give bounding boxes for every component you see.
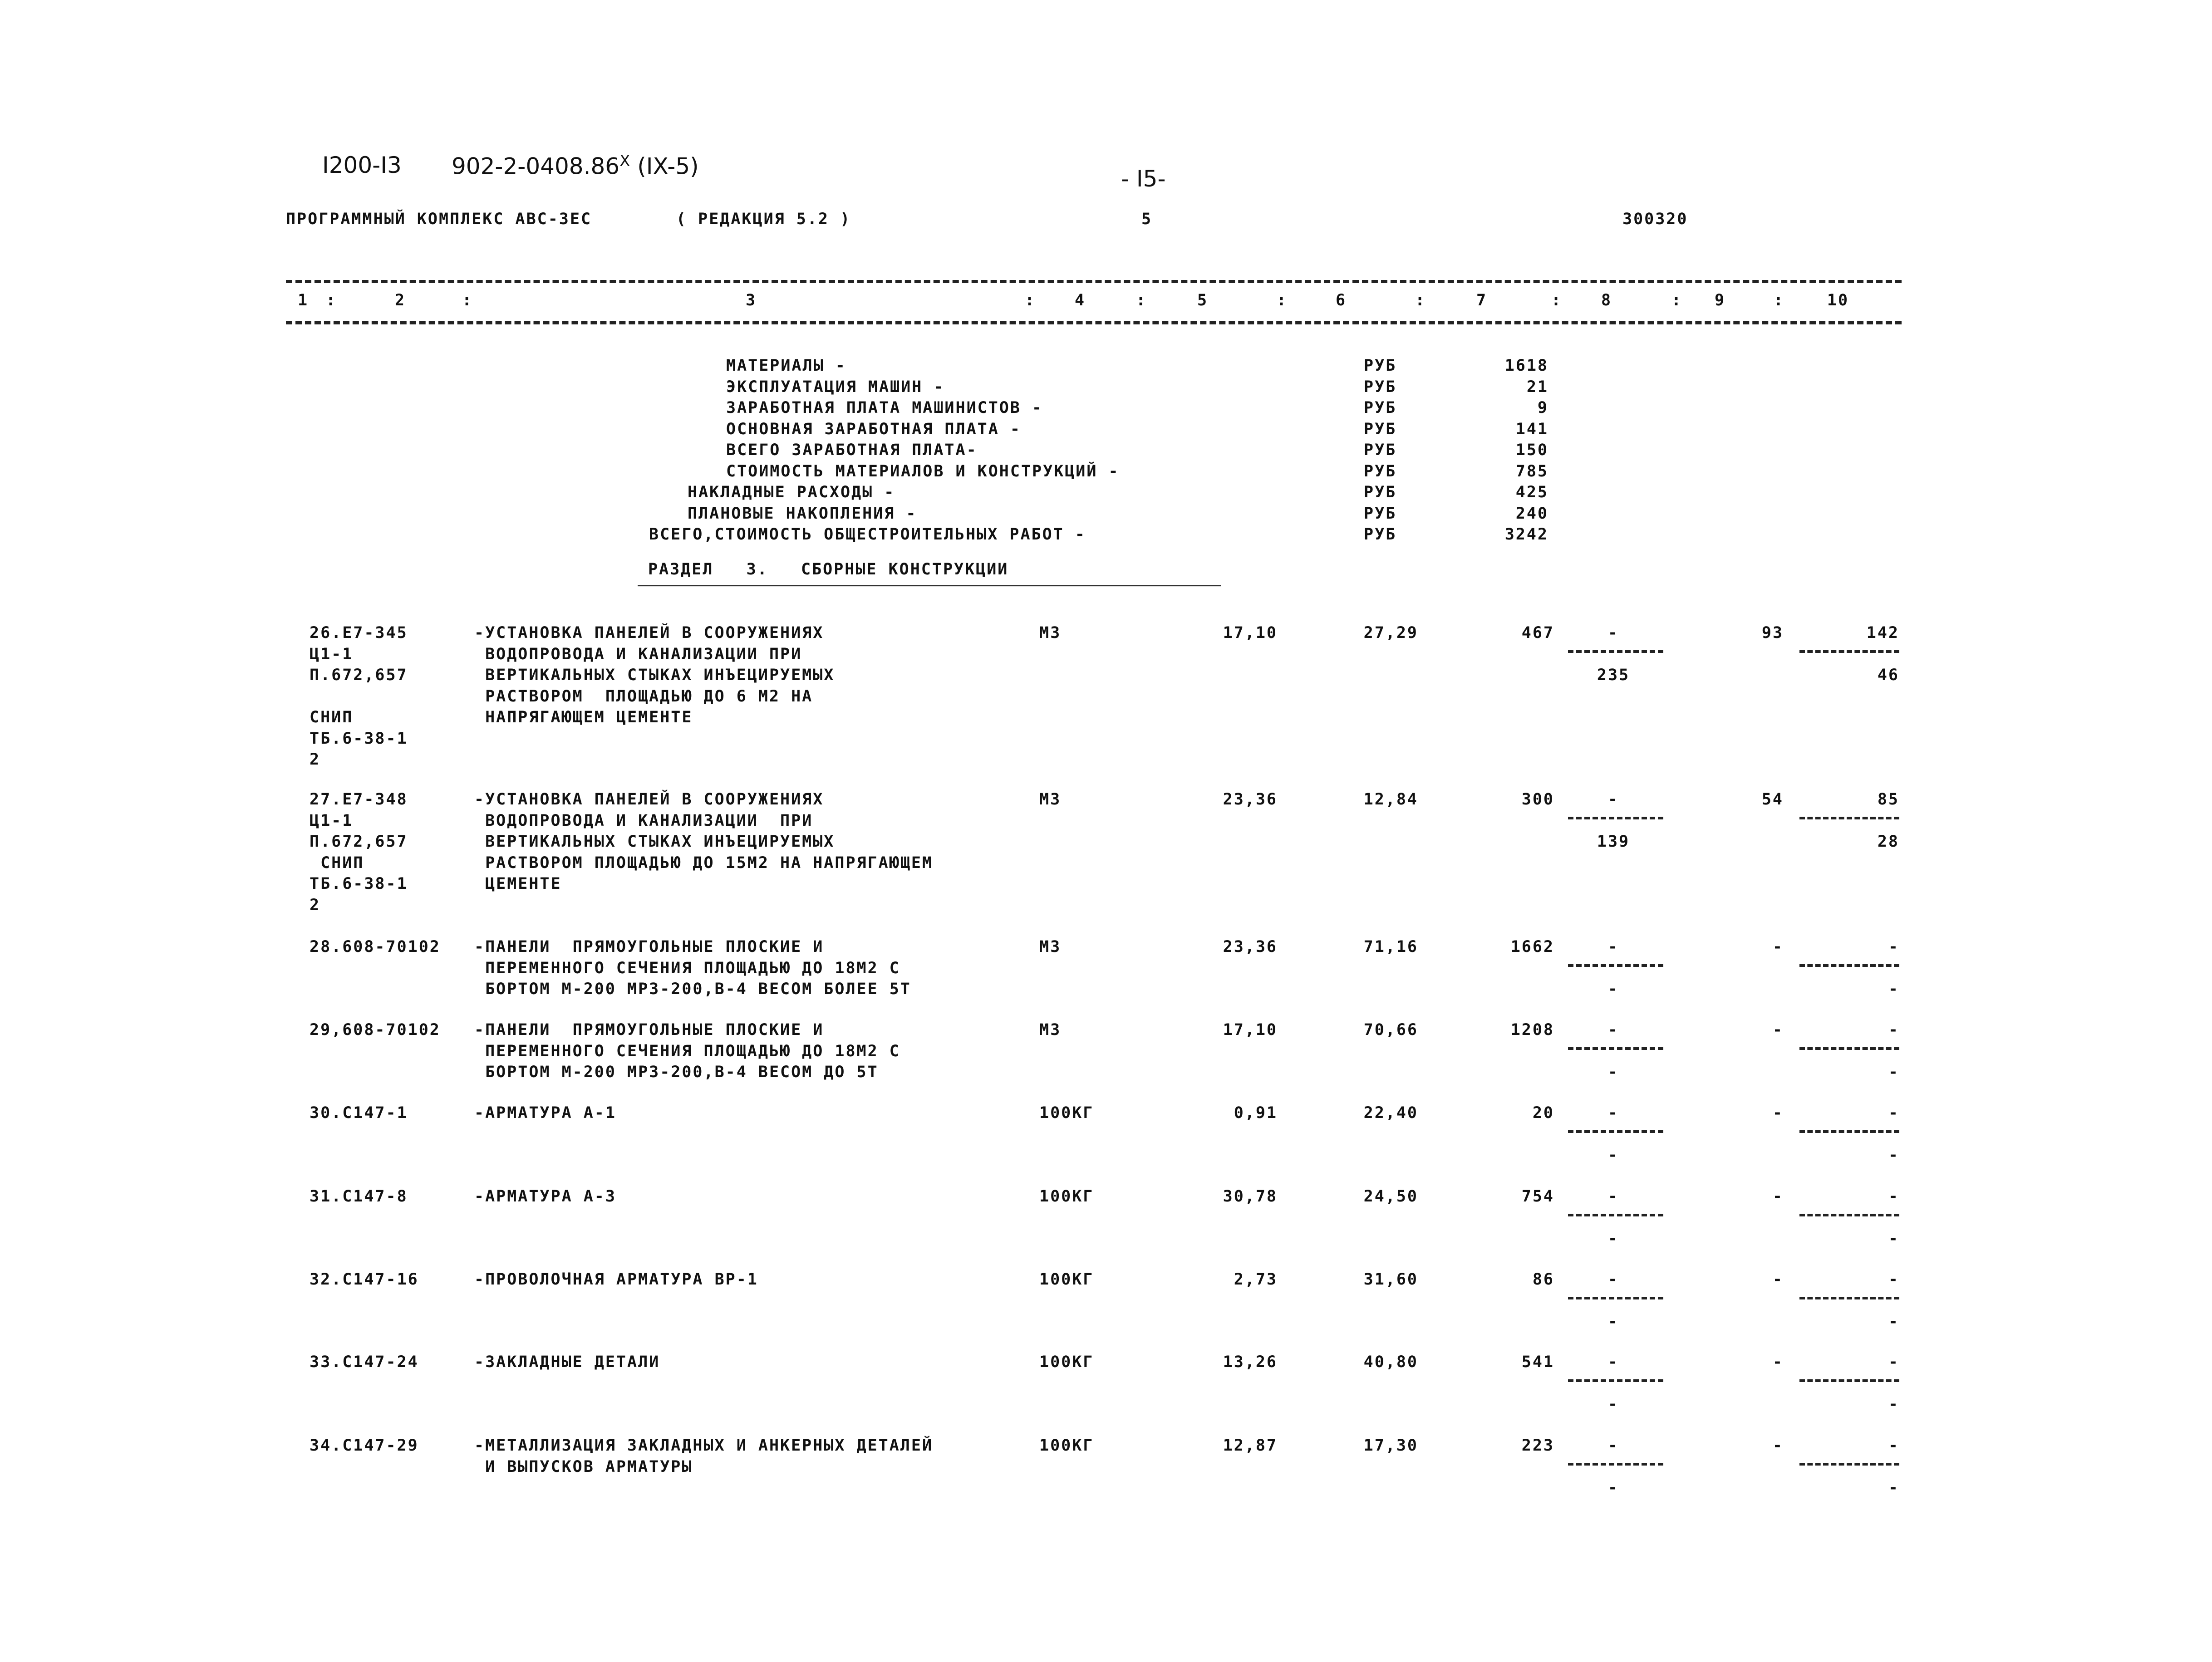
row-unit: М3 [1039, 624, 1062, 642]
row-col8-top: - [1607, 790, 1619, 809]
row-col8-divider [1568, 1297, 1663, 1299]
row-total: 754 [1521, 1187, 1554, 1206]
doc-code-sup: X [619, 152, 630, 170]
row-col10-divider [1799, 1214, 1899, 1216]
column-header-4: 4 [1074, 291, 1086, 309]
summary-unit: РУБ [1364, 378, 1397, 396]
row-unit-price: 70,66 [1363, 1021, 1418, 1039]
row-col8-bottom: - [1607, 1063, 1619, 1081]
row-col10-divider [1799, 1297, 1899, 1299]
row-description: ВОДОПРОВОДА И КАНАЛИЗАЦИИ ПРИ [474, 811, 813, 830]
row-col9: - [1772, 1353, 1784, 1371]
row-code: 2 [310, 896, 321, 914]
section-title: РАЗДЕЛ 3. СБОРНЫЕ КОНСТРУКЦИИ [648, 560, 1009, 579]
column-header-10: 10 [1827, 291, 1849, 309]
row-col8-bottom: - [1607, 980, 1619, 998]
row-col10-bottom: - [1888, 1063, 1899, 1081]
row-description: -УСТАНОВКА ПАНЕЛЕЙ В СООРУЖЕНИЯХ [474, 790, 824, 809]
row-description: -АРМАТУРА А-1 [474, 1104, 616, 1122]
row-col8-bottom: - [1607, 1479, 1619, 1497]
row-col8-top: - [1607, 1436, 1619, 1455]
row-description: -ЗАКЛАДНЫЕ ДЕТАЛИ [474, 1353, 660, 1371]
row-unit-price: 24,50 [1363, 1187, 1418, 1206]
row-col10-top: - [1888, 1353, 1899, 1371]
row-col10-divider [1799, 964, 1899, 967]
row-unit: М3 [1039, 790, 1062, 809]
section-underline [638, 585, 1221, 587]
program-edition: ( РЕДАКЦИЯ 5.2 ) [676, 210, 851, 228]
row-code: СНИП [310, 708, 354, 726]
row-col8-top: - [1607, 938, 1619, 956]
row-col9: - [1772, 1270, 1784, 1289]
summary-label: ВСЕГО ЗАРАБОТНАЯ ПЛАТА- [726, 441, 978, 459]
row-total: 300 [1521, 790, 1554, 809]
row-unit: 100КГ [1039, 1270, 1094, 1289]
summary-value: 141 [1515, 420, 1548, 438]
program-num: 5 [1141, 210, 1153, 228]
row-description: -ПАНЕЛИ ПРЯМОУГОЛЬНЫЕ ПЛОСКИЕ И [474, 1021, 824, 1039]
header-rule-top [286, 280, 1902, 283]
row-unit-price: 12,84 [1363, 790, 1418, 809]
row-col8-bottom: 139 [1597, 833, 1630, 851]
row-unit: М3 [1039, 938, 1062, 956]
row-unit: М3 [1039, 1021, 1062, 1039]
row-unit: 100КГ [1039, 1187, 1094, 1206]
row-code: П.672,657 [310, 833, 408, 851]
row-code: 28.608-70102 [310, 938, 441, 956]
row-col9: 54 [1761, 790, 1784, 809]
column-separator: : [1276, 291, 1288, 309]
row-col9: - [1772, 1104, 1784, 1122]
row-col8-top: - [1607, 1021, 1619, 1039]
row-quantity: 2,73 [1234, 1270, 1278, 1289]
column-separator: : [325, 291, 337, 309]
summary-label: ВСЕГО,СТОИМОСТЬ ОБЩЕСТРОИТЕЛЬНЫХ РАБОТ - [649, 525, 1086, 544]
row-col8-top: - [1607, 1187, 1619, 1206]
row-code: П.672,657 [310, 666, 408, 684]
row-code: 27.Е7-348 [310, 790, 408, 809]
row-quantity: 17,10 [1223, 1021, 1278, 1039]
summary-value: 240 [1515, 504, 1548, 523]
row-col10-bottom: - [1888, 1313, 1899, 1331]
row-col10-top: - [1888, 1270, 1899, 1289]
row-col8-divider [1568, 1379, 1663, 1382]
row-quantity: 17,10 [1223, 624, 1278, 642]
row-col8-divider [1568, 1047, 1663, 1050]
row-col8-bottom: - [1607, 1230, 1619, 1248]
column-separator: : [1773, 291, 1785, 309]
row-quantity: 23,36 [1223, 938, 1278, 956]
row-unit: 100КГ [1039, 1353, 1094, 1371]
row-code: 2 [310, 750, 321, 769]
row-col8-bottom: - [1607, 1146, 1619, 1164]
row-col9: - [1772, 1436, 1784, 1455]
row-code: 26.Е7-345 [310, 624, 408, 642]
row-description: ВЕРТИКАЛЬНЫХ СТЫКАХ ИНЪЕЦИРУЕМЫХ [474, 666, 835, 684]
row-code: 31.С147-8 [310, 1187, 408, 1206]
row-col10-top: - [1888, 1021, 1899, 1039]
summary-unit: РУБ [1364, 483, 1397, 501]
row-col8-top: - [1607, 1104, 1619, 1122]
column-header-2: 2 [394, 291, 406, 309]
row-col10-divider [1799, 650, 1899, 653]
row-total: 1208 [1510, 1021, 1554, 1039]
summary-value: 21 [1526, 378, 1548, 396]
column-separator: : [1135, 291, 1147, 309]
summary-label: СТОИМОСТЬ МАТЕРИАЛОВ И КОНСТРУКЦИЙ - [726, 462, 1120, 480]
row-col10-bottom: - [1888, 1146, 1899, 1164]
row-unit-price: 17,30 [1363, 1436, 1418, 1455]
row-col10-top: 142 [1866, 624, 1899, 642]
column-header-8: 8 [1601, 291, 1612, 309]
row-code: Ц1-1 [310, 645, 354, 663]
summary-value: 150 [1515, 441, 1548, 459]
summary-unit: РУБ [1364, 525, 1397, 544]
row-col10-bottom: - [1888, 1395, 1899, 1413]
row-code: 29,608-70102 [310, 1021, 441, 1039]
row-col8-bottom: 235 [1597, 666, 1630, 684]
row-code: 34.С147-29 [310, 1436, 419, 1455]
row-code: ТБ.6-38-1 [310, 729, 408, 748]
row-description: -АРМАТУРА А-3 [474, 1187, 616, 1206]
row-description: ВЕРТИКАЛЬНЫХ СТЫКАХ ИНЪЕЦИРУЕМЫХ [474, 833, 835, 851]
summary-unit: РУБ [1364, 399, 1397, 417]
header-rule-bottom [286, 321, 1902, 324]
row-quantity: 23,36 [1223, 790, 1278, 809]
row-total: 223 [1521, 1436, 1554, 1455]
row-col8-divider [1568, 817, 1663, 819]
doc-id: I200-I3 [322, 152, 402, 178]
row-description: НАПРЯГАЮЩЕМ ЦЕМЕНТЕ [474, 708, 693, 726]
row-unit-price: 31,60 [1363, 1270, 1418, 1289]
row-quantity: 30,78 [1223, 1187, 1278, 1206]
row-col9: 93 [1761, 624, 1784, 642]
summary-label: НАКЛАДНЫЕ РАСХОДЫ - [688, 483, 895, 501]
row-col10-divider [1799, 817, 1899, 819]
row-unit: 100КГ [1039, 1436, 1094, 1455]
row-unit-price: 22,40 [1363, 1104, 1418, 1122]
summary-unit: РУБ [1364, 441, 1397, 459]
row-col9: - [1772, 1021, 1784, 1039]
doc-code-suffix: (IX-5) [630, 153, 699, 180]
summary-value: 1618 [1504, 357, 1548, 375]
row-col8-divider [1568, 1463, 1663, 1466]
row-col8-bottom: - [1607, 1395, 1619, 1413]
column-separator: : [1024, 291, 1036, 309]
summary-value: 3242 [1504, 525, 1548, 544]
row-unit-price: 27,29 [1363, 624, 1418, 642]
summary-value: 785 [1515, 462, 1548, 480]
column-header-7: 7 [1476, 291, 1488, 309]
row-col10-bottom: 46 [1877, 666, 1899, 684]
summary-unit: РУБ [1364, 357, 1397, 375]
row-description: БОРТОМ М-200 МРЗ-200,В-4 ВЕСОМ БОЛЕЕ 5Т [474, 980, 911, 998]
row-description: ВОДОПРОВОДА И КАНАЛИЗАЦИИ ПРИ [474, 645, 802, 663]
row-col10-bottom: - [1888, 1479, 1899, 1497]
row-description: ЦЕМЕНТЕ [474, 875, 562, 893]
row-code: Ц1-1 [310, 811, 354, 830]
summary-label: ОСНОВНАЯ ЗАРАБОТНАЯ ПЛАТА - [726, 420, 1021, 438]
row-col10-divider [1799, 1379, 1899, 1382]
row-col10-top: - [1888, 1104, 1899, 1122]
row-col9: - [1772, 1187, 1784, 1206]
row-col8-divider [1568, 650, 1663, 653]
row-col8-top: - [1607, 1353, 1619, 1371]
row-description: БОРТОМ М-200 МРЗ-200,В-4 ВЕСОМ ДО 5Т [474, 1063, 879, 1081]
row-unit-price: 71,16 [1363, 938, 1418, 956]
row-col10-divider [1799, 1463, 1899, 1466]
row-description: ПЕРЕМЕННОГО СЕЧЕНИЯ ПЛОЩАДЬЮ ДО 18М2 С [474, 1042, 900, 1060]
summary-value: 9 [1537, 399, 1548, 417]
row-col8-bottom: - [1607, 1313, 1619, 1331]
doc-code [452, 152, 699, 180]
summary-label: ПЛАНОВЫЕ НАКОПЛЕНИЯ - [688, 504, 917, 523]
row-col10-top: 85 [1877, 790, 1899, 809]
summary-unit: РУБ [1364, 462, 1397, 480]
column-header-5: 5 [1197, 291, 1209, 309]
summary-label: ЗАРАБОТНАЯ ПЛАТА МАШИНИСТОВ - [726, 399, 1043, 417]
row-quantity: 0,91 [1234, 1104, 1278, 1122]
row-col10-top: - [1888, 938, 1899, 956]
row-description: -УСТАНОВКА ПАНЕЛЕЙ В СООРУЖЕНИЯХ [474, 624, 824, 642]
row-col8-divider [1568, 1130, 1663, 1133]
row-description: -МЕТАЛЛИЗАЦИЯ ЗАКЛАДНЫХ И АНКЕРНЫХ ДЕТАЛЕЙ [474, 1436, 934, 1455]
row-description: РАСТВОРОМ ПЛОЩАДЬЮ ДО 15М2 НА НАПРЯГАЮЩЕМ [474, 853, 934, 872]
page-number: - I5- [1121, 166, 1166, 192]
row-col8-divider [1568, 964, 1663, 967]
row-col8-top: - [1607, 1270, 1619, 1289]
row-description: РАСТВОРОМ ПЛОЩАДЬЮ ДО 6 М2 НА [474, 687, 813, 706]
row-total: 541 [1521, 1353, 1554, 1371]
row-col10-top: - [1888, 1187, 1899, 1206]
summary-label: МАТЕРИАЛЫ - [726, 357, 846, 375]
row-description: ПЕРЕМЕННОГО СЕЧЕНИЯ ПЛОЩАДЬЮ ДО 18М2 С [474, 959, 900, 977]
column-header-9: 9 [1714, 291, 1726, 309]
row-col9: - [1772, 938, 1784, 956]
row-unit-price: 40,80 [1363, 1353, 1418, 1371]
doc-code-main: 902-2-0408.86 [452, 153, 620, 180]
row-col10-bottom: - [1888, 980, 1899, 998]
row-col10-divider [1799, 1047, 1899, 1050]
column-separator: : [1415, 291, 1426, 309]
column-header-1: 1 [297, 291, 309, 309]
column-separator: : [462, 291, 473, 309]
program-title: ПРОГРАММНЫЙ КОМПЛЕКС АВС-3ЕС [286, 210, 592, 228]
column-header-6: 6 [1335, 291, 1347, 309]
row-code: 30.С147-1 [310, 1104, 408, 1122]
row-quantity: 12,87 [1223, 1436, 1278, 1455]
program-date: 300320 [1622, 210, 1688, 228]
row-quantity: 13,26 [1223, 1353, 1278, 1371]
row-description: И ВЫПУСКОВ АРМАТУРЫ [474, 1457, 693, 1476]
row-description: -ПРОВОЛОЧНАЯ АРМАТУРА ВР-1 [474, 1270, 758, 1289]
column-separator: : [1551, 291, 1563, 309]
row-col8-divider [1568, 1214, 1663, 1216]
row-unit: 100КГ [1039, 1104, 1094, 1122]
column-separator: : [1671, 291, 1683, 309]
row-description: -ПАНЕЛИ ПРЯМОУГОЛЬНЫЕ ПЛОСКИЕ И [474, 938, 824, 956]
summary-value: 425 [1515, 483, 1548, 501]
column-header-3: 3 [745, 291, 757, 309]
row-code: ТБ.6-38-1 [310, 875, 408, 893]
row-col10-bottom: 28 [1877, 833, 1899, 851]
row-col10-divider [1799, 1130, 1899, 1133]
row-total: 86 [1532, 1270, 1554, 1289]
row-code: 32.С147-16 [310, 1270, 419, 1289]
row-code: СНИП [310, 853, 364, 872]
row-total: 467 [1521, 624, 1554, 642]
summary-unit: РУБ [1364, 420, 1397, 438]
row-total: 20 [1532, 1104, 1554, 1122]
row-code: 33.С147-24 [310, 1353, 419, 1371]
row-col10-bottom: - [1888, 1230, 1899, 1248]
summary-label: ЭКСПЛУАТАЦИЯ МАШИН - [726, 378, 945, 396]
row-col10-top: - [1888, 1436, 1899, 1455]
summary-unit: РУБ [1364, 504, 1397, 523]
row-total: 1662 [1510, 938, 1554, 956]
row-col8-top: - [1607, 624, 1619, 642]
